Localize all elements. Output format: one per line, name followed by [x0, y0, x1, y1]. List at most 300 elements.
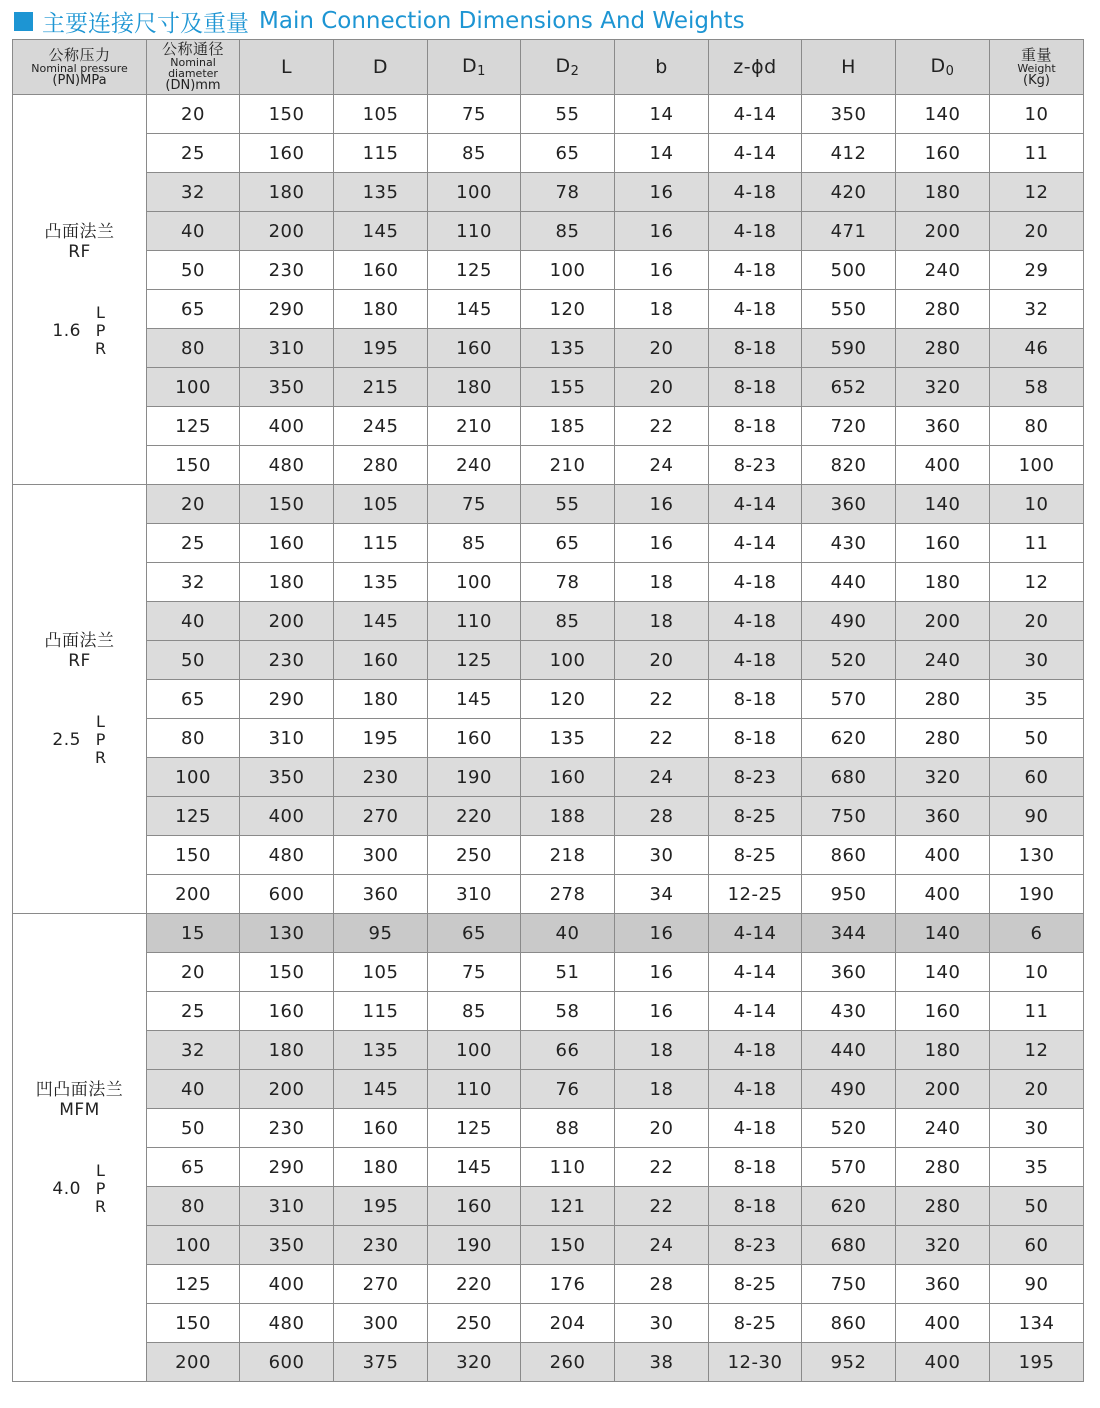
cell-b: 34: [615, 875, 709, 914]
cell-d2: 278: [521, 875, 615, 914]
cell-weight: 195: [990, 1343, 1084, 1382]
cell-l: 180: [240, 563, 334, 602]
cell-weight: 32: [990, 290, 1084, 329]
cell-b: 16: [615, 212, 709, 251]
cell-d2: 185: [521, 407, 615, 446]
cell-d0: 200: [896, 212, 990, 251]
cell-l: 310: [240, 329, 334, 368]
cell-h: 412: [802, 134, 896, 173]
cell-d2: 78: [521, 173, 615, 212]
cell-d0: 400: [896, 1304, 990, 1343]
cell-d2: 85: [521, 212, 615, 251]
cell-d1: 180: [428, 368, 521, 407]
table-row: [13, 251, 1084, 290]
cell-l: 200: [240, 602, 334, 641]
cell-h: 720: [802, 407, 896, 446]
cell-d: 270: [334, 797, 428, 836]
cell-b: 16: [615, 914, 709, 953]
cell-d2: 204: [521, 1304, 615, 1343]
cell-d2: 110: [521, 1148, 615, 1187]
cell-d: 215: [334, 368, 428, 407]
table-row: [13, 992, 1084, 1031]
cell-b: 16: [615, 524, 709, 563]
cell-z-phi-d: 8-18: [709, 680, 802, 719]
cell-d: 115: [334, 992, 428, 1031]
cell-d: 95: [334, 914, 428, 953]
cell-d: 360: [334, 875, 428, 914]
header-H: H: [802, 40, 896, 95]
cell-h: 430: [802, 992, 896, 1031]
cell-d0: 180: [896, 1031, 990, 1070]
cell-l: 480: [240, 836, 334, 875]
vertical-letters: [95, 1162, 107, 1216]
cell-d0: 160: [896, 134, 990, 173]
table-row: [13, 1343, 1084, 1382]
cell-weight: 100: [990, 446, 1084, 485]
cell-d: 195: [334, 1187, 428, 1226]
vertical-letter: P: [95, 320, 106, 340]
cell-weight: 6: [990, 914, 1084, 953]
cell-d1: 75: [428, 95, 521, 134]
header-row: [13, 40, 1084, 95]
cell-b: 16: [615, 173, 709, 212]
vertical-letter: L: [96, 302, 106, 322]
cell-d0: 240: [896, 251, 990, 290]
cell-d1: 75: [428, 953, 521, 992]
cell-dn: 50: [147, 1109, 240, 1148]
cell-z-phi-d: 4-14: [709, 914, 802, 953]
cell-d0: 180: [896, 173, 990, 212]
cell-b: 28: [615, 797, 709, 836]
cell-weight: 20: [990, 1070, 1084, 1109]
cell-d1: 85: [428, 524, 521, 563]
cell-l: 290: [240, 680, 334, 719]
cell-h: 520: [802, 1109, 896, 1148]
cell-weight: 50: [990, 1187, 1084, 1226]
cell-weight: 80: [990, 407, 1084, 446]
cell-weight: 30: [990, 1109, 1084, 1148]
cell-d: 105: [334, 953, 428, 992]
cell-d2: 120: [521, 290, 615, 329]
cell-l: 230: [240, 1109, 334, 1148]
table-row: [13, 446, 1084, 485]
cell-d: 135: [334, 563, 428, 602]
cell-d1: 85: [428, 134, 521, 173]
cell-d: 105: [334, 95, 428, 134]
header-weight: 重量 Weight (Kg): [990, 40, 1084, 95]
cell-z-phi-d: 4-18: [709, 251, 802, 290]
cell-h: 350: [802, 95, 896, 134]
pressure-value: 2.5: [52, 730, 81, 750]
cell-b: 24: [615, 1226, 709, 1265]
cell-d2: 78: [521, 563, 615, 602]
table-row: [13, 641, 1084, 680]
cell-h: 550: [802, 290, 896, 329]
cell-dn: 25: [147, 992, 240, 1031]
cell-d2: 40: [521, 914, 615, 953]
cell-d0: 360: [896, 797, 990, 836]
cell-weight: 130: [990, 836, 1084, 875]
table-row: [13, 1265, 1084, 1304]
cell-d2: 88: [521, 1109, 615, 1148]
face-type-en: RF: [68, 241, 91, 262]
cell-d0: 240: [896, 1109, 990, 1148]
cell-l: 400: [240, 407, 334, 446]
header-D: D: [334, 40, 428, 95]
cell-h: 620: [802, 719, 896, 758]
cell-d1: 125: [428, 251, 521, 290]
vertical-letter: L: [96, 712, 106, 731]
table-row: [13, 680, 1084, 719]
cell-b: 20: [615, 1109, 709, 1148]
cell-dn: 65: [147, 290, 240, 329]
pressure-label: [52, 304, 106, 358]
cell-h: 750: [802, 1265, 896, 1304]
header-D0: $D_0$: [896, 40, 990, 95]
cell-dn: 40: [147, 212, 240, 251]
cell-h: 860: [802, 1304, 896, 1343]
cell-d: 135: [334, 1031, 428, 1070]
pressure-group-cell: [13, 914, 147, 1382]
cell-z-phi-d: 4-18: [709, 1031, 802, 1070]
cell-d0: 200: [896, 602, 990, 641]
table-row: [13, 1109, 1084, 1148]
cell-dn: 200: [147, 1343, 240, 1382]
cell-weight: 20: [990, 212, 1084, 251]
cell-z-phi-d: 8-18: [709, 719, 802, 758]
cell-z-phi-d: 4-18: [709, 1070, 802, 1109]
cell-d2: 160: [521, 758, 615, 797]
cell-d: 195: [334, 719, 428, 758]
cell-z-phi-d: 4-18: [709, 602, 802, 641]
cell-dn: 125: [147, 797, 240, 836]
cell-b: 38: [615, 1343, 709, 1382]
cell-d1: 160: [428, 1187, 521, 1226]
cell-dn: 32: [147, 1031, 240, 1070]
cell-h: 570: [802, 1148, 896, 1187]
cell-b: 22: [615, 1187, 709, 1226]
cell-z-phi-d: 8-23: [709, 758, 802, 797]
cell-d2: 120: [521, 680, 615, 719]
cell-z-phi-d: 4-18: [709, 641, 802, 680]
cell-dn: 65: [147, 1148, 240, 1187]
table-row: [13, 290, 1084, 329]
cell-d0: 280: [896, 290, 990, 329]
cell-d2: 55: [521, 485, 615, 524]
pressure-value: 4.0: [52, 1178, 81, 1199]
vertical-letter: R: [94, 1196, 107, 1216]
vertical-letter: P: [95, 730, 106, 749]
cell-d0: 280: [896, 1148, 990, 1187]
cell-z-phi-d: 4-18: [709, 212, 802, 251]
cell-l: 600: [240, 1343, 334, 1382]
cell-l: 480: [240, 1304, 334, 1343]
cell-z-phi-d: 8-25: [709, 836, 802, 875]
cell-b: 18: [615, 1031, 709, 1070]
cell-l: 180: [240, 1031, 334, 1070]
cell-dn: 20: [147, 95, 240, 134]
cell-d2: 55: [521, 95, 615, 134]
cell-dn: 40: [147, 1070, 240, 1109]
cell-dn: 50: [147, 251, 240, 290]
cell-b: 30: [615, 836, 709, 875]
cell-d1: 190: [428, 1226, 521, 1265]
cell-d1: 100: [428, 563, 521, 602]
cell-d2: 210: [521, 446, 615, 485]
cell-d0: 320: [896, 1226, 990, 1265]
cell-h: 430: [802, 524, 896, 563]
face-type-en: RF: [68, 651, 91, 671]
header-nominal-diameter: 公称通径 Nominal diameter (DN)mm: [147, 40, 240, 95]
table-row: [13, 1187, 1084, 1226]
cell-dn: 20: [147, 953, 240, 992]
cell-h: 490: [802, 602, 896, 641]
cell-weight: 60: [990, 758, 1084, 797]
cell-b: 30: [615, 1304, 709, 1343]
cell-b: 20: [615, 368, 709, 407]
cell-weight: 58: [990, 368, 1084, 407]
cell-d1: 75: [428, 485, 521, 524]
face-type-cn: 凸面法兰: [44, 631, 115, 651]
table-row: [13, 173, 1084, 212]
cell-l: 400: [240, 797, 334, 836]
cell-d0: 280: [896, 680, 990, 719]
cell-h: 680: [802, 1226, 896, 1265]
cell-b: 22: [615, 1148, 709, 1187]
cell-d: 145: [334, 212, 428, 251]
pressure-value: 1.6: [52, 320, 81, 341]
cell-d1: 125: [428, 1109, 521, 1148]
cell-d2: 260: [521, 1343, 615, 1382]
cell-d2: 150: [521, 1226, 615, 1265]
cell-weight: 90: [990, 1265, 1084, 1304]
cell-d1: 220: [428, 1265, 521, 1304]
table-row: [13, 95, 1084, 134]
cell-d1: 100: [428, 1031, 521, 1070]
cell-d2: 65: [521, 524, 615, 563]
cell-d0: 400: [896, 836, 990, 875]
cell-h: 570: [802, 680, 896, 719]
cell-d: 230: [334, 1226, 428, 1265]
cell-z-phi-d: 4-18: [709, 173, 802, 212]
cell-b: 22: [615, 719, 709, 758]
cell-l: 480: [240, 446, 334, 485]
cell-b: 18: [615, 290, 709, 329]
cell-dn: 65: [147, 680, 240, 719]
cell-dn: 150: [147, 446, 240, 485]
cell-z-phi-d: 8-18: [709, 1187, 802, 1226]
cell-dn: 40: [147, 602, 240, 641]
cell-d1: 160: [428, 719, 521, 758]
cell-d2: 58: [521, 992, 615, 1031]
cell-d2: 135: [521, 329, 615, 368]
cell-z-phi-d: 8-18: [709, 368, 802, 407]
cell-l: 200: [240, 212, 334, 251]
cell-d: 160: [334, 1109, 428, 1148]
cell-l: 290: [240, 1148, 334, 1187]
cell-weight: 12: [990, 173, 1084, 212]
square-bullet-icon: [14, 12, 33, 31]
cell-d: 115: [334, 524, 428, 563]
cell-dn: 25: [147, 524, 240, 563]
cell-d2: 135: [521, 719, 615, 758]
cell-d: 105: [334, 485, 428, 524]
cell-z-phi-d: 8-23: [709, 446, 802, 485]
cell-b: 22: [615, 680, 709, 719]
cell-dn: 80: [147, 329, 240, 368]
cell-d1: 110: [428, 212, 521, 251]
cell-weight: 11: [990, 992, 1084, 1031]
cell-b: 14: [615, 134, 709, 173]
cell-d: 280: [334, 446, 428, 485]
cell-l: 350: [240, 758, 334, 797]
cell-d2: 66: [521, 1031, 615, 1070]
cell-dn: 32: [147, 173, 240, 212]
cell-weight: 50: [990, 719, 1084, 758]
cell-weight: 90: [990, 797, 1084, 836]
cell-d2: 85: [521, 602, 615, 641]
cell-l: 350: [240, 368, 334, 407]
cell-b: 20: [615, 329, 709, 368]
cell-weight: 35: [990, 680, 1084, 719]
cell-l: 350: [240, 1226, 334, 1265]
cell-b: 20: [615, 641, 709, 680]
cell-l: 230: [240, 251, 334, 290]
cell-l: 310: [240, 719, 334, 758]
cell-d2: 155: [521, 368, 615, 407]
cell-d: 300: [334, 1304, 428, 1343]
table-row: [13, 602, 1084, 641]
cell-z-phi-d: 4-18: [709, 290, 802, 329]
cell-h: 344: [802, 914, 896, 953]
cell-weight: 30: [990, 641, 1084, 680]
table-row: [13, 797, 1084, 836]
cell-d2: 51: [521, 953, 615, 992]
cell-d: 270: [334, 1265, 428, 1304]
header-L: L: [240, 40, 334, 95]
table-row: [13, 758, 1084, 797]
cell-d0: 280: [896, 719, 990, 758]
cell-d0: 140: [896, 953, 990, 992]
cell-d0: 160: [896, 524, 990, 563]
cell-h: 360: [802, 953, 896, 992]
cell-z-phi-d: 8-23: [709, 1226, 802, 1265]
table-row: [13, 1148, 1084, 1187]
cell-b: 24: [615, 446, 709, 485]
cell-d1: 110: [428, 602, 521, 641]
cell-h: 520: [802, 641, 896, 680]
face-type-cn: 凹凸面法兰: [35, 1079, 124, 1100]
cell-z-phi-d: 8-25: [709, 1265, 802, 1304]
table-row: [13, 1226, 1084, 1265]
table-row: [13, 914, 1084, 953]
cell-h: 820: [802, 446, 896, 485]
pressure-label: [52, 713, 106, 767]
cell-d2: 188: [521, 797, 615, 836]
cell-b: 28: [615, 1265, 709, 1304]
cell-d1: 85: [428, 992, 521, 1031]
cell-dn: 100: [147, 368, 240, 407]
cell-dn: 100: [147, 758, 240, 797]
vertical-letter: P: [95, 1178, 106, 1198]
cell-d: 375: [334, 1343, 428, 1382]
cell-l: 160: [240, 524, 334, 563]
cell-d2: 121: [521, 1187, 615, 1226]
cell-h: 750: [802, 797, 896, 836]
cell-dn: 50: [147, 641, 240, 680]
cell-dn: 80: [147, 1187, 240, 1226]
cell-weight: 190: [990, 875, 1084, 914]
cell-d0: 400: [896, 446, 990, 485]
vertical-letters: [95, 713, 107, 767]
cell-weight: 10: [990, 953, 1084, 992]
cell-l: 150: [240, 485, 334, 524]
cell-d1: 210: [428, 407, 521, 446]
cell-b: 16: [615, 485, 709, 524]
cell-dn: 125: [147, 407, 240, 446]
cell-d0: 400: [896, 875, 990, 914]
cell-l: 600: [240, 875, 334, 914]
cell-weight: 11: [990, 524, 1084, 563]
cell-d1: 250: [428, 1304, 521, 1343]
cell-d1: 190: [428, 758, 521, 797]
header-D2: $D_2$: [521, 40, 615, 95]
cell-dn: 150: [147, 836, 240, 875]
cell-h: 471: [802, 212, 896, 251]
pressure-group-cell: [13, 95, 147, 485]
cell-l: 310: [240, 1187, 334, 1226]
cell-d0: 280: [896, 329, 990, 368]
cell-weight: 134: [990, 1304, 1084, 1343]
cell-d: 230: [334, 758, 428, 797]
cell-dn: 100: [147, 1226, 240, 1265]
cell-b: 18: [615, 602, 709, 641]
cell-d: 145: [334, 1070, 428, 1109]
cell-h: 950: [802, 875, 896, 914]
cell-z-phi-d: 8-18: [709, 329, 802, 368]
cell-h: 440: [802, 1031, 896, 1070]
cell-z-phi-d: 12-30: [709, 1343, 802, 1382]
cell-d1: 145: [428, 290, 521, 329]
cell-d0: 360: [896, 407, 990, 446]
cell-d0: 140: [896, 914, 990, 953]
cell-l: 400: [240, 1265, 334, 1304]
cell-d1: 250: [428, 836, 521, 875]
cell-z-phi-d: 4-14: [709, 524, 802, 563]
cell-h: 652: [802, 368, 896, 407]
cell-dn: 15: [147, 914, 240, 953]
cell-h: 590: [802, 329, 896, 368]
cell-dn: 20: [147, 485, 240, 524]
cell-d0: 400: [896, 1343, 990, 1382]
cell-z-phi-d: 4-14: [709, 95, 802, 134]
cell-d: 145: [334, 602, 428, 641]
table-row: [13, 953, 1084, 992]
table-row: [13, 329, 1084, 368]
cell-dn: 32: [147, 563, 240, 602]
header-b: b: [615, 40, 709, 95]
cell-d: 180: [334, 680, 428, 719]
cell-b: 16: [615, 992, 709, 1031]
cell-l: 160: [240, 134, 334, 173]
cell-b: 18: [615, 563, 709, 602]
face-type-en: MFM: [59, 1099, 100, 1120]
cell-b: 16: [615, 953, 709, 992]
cell-weight: 20: [990, 602, 1084, 641]
cell-h: 500: [802, 251, 896, 290]
cell-l: 200: [240, 1070, 334, 1109]
vertical-letter: L: [96, 1160, 106, 1180]
